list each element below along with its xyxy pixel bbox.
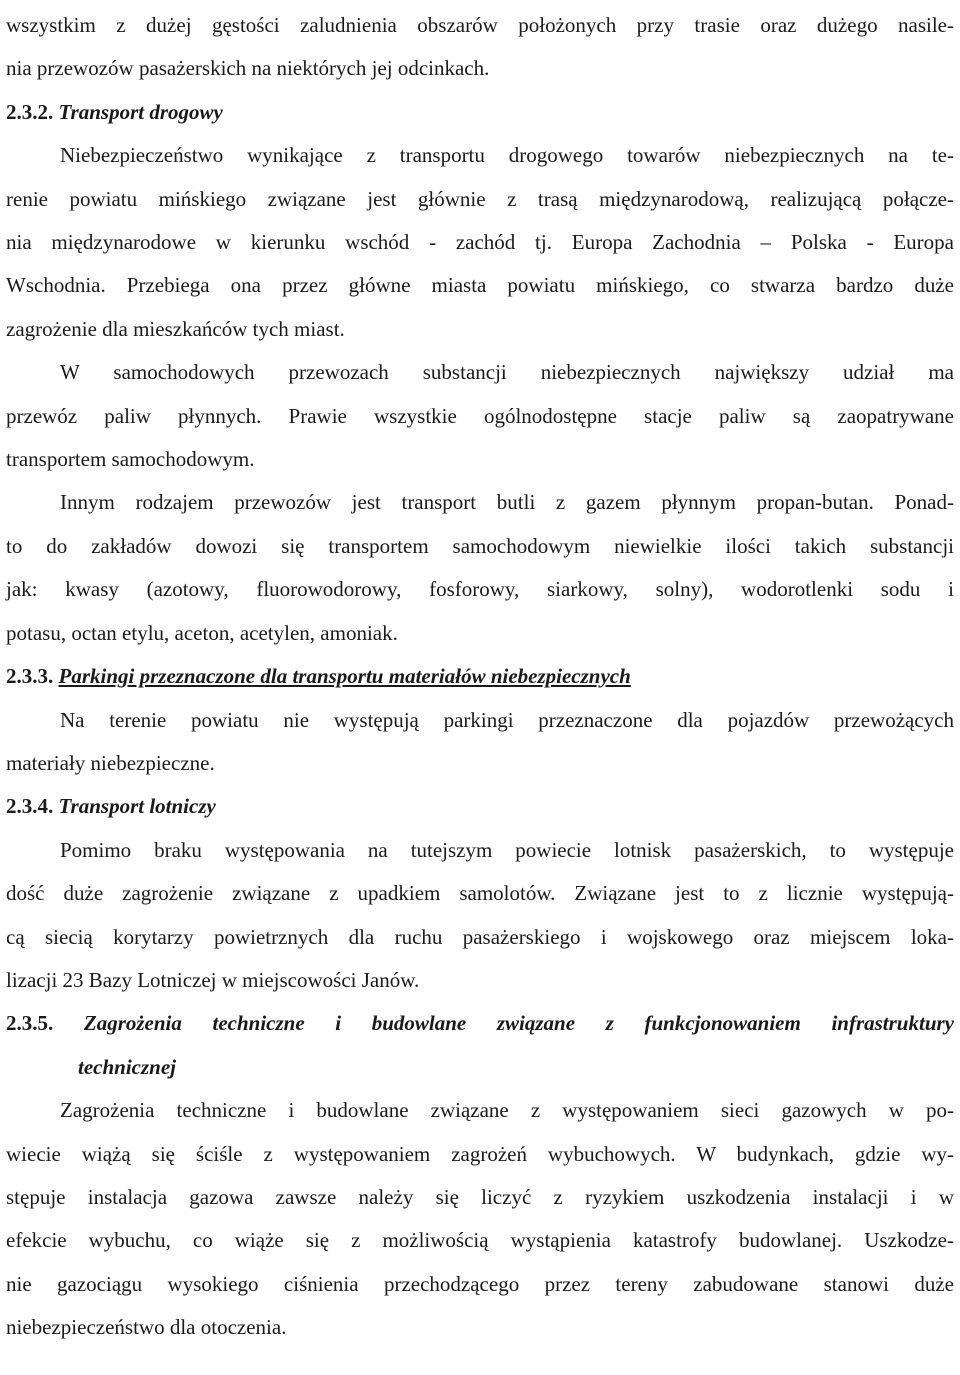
- section-heading-2-3-5-continued: [6, 1046, 954, 1089]
- paragraph-line: Niebezpieczeństwo wynikające z transportu drogowego towarów niebezpiecznych na te-: [60, 143, 954, 168]
- paragraph-line: przewóz paliw płynnych. Prawie wszystkie ogólnodostępne stacje paliw są zaopatrywane: [6, 403, 954, 428]
- section-heading-2-3-4: [6, 785, 954, 828]
- paragraph-line: Innym rodzajem przewozów jest transport butli z gazem płynnym propan-butan. Ponad-: [60, 490, 954, 515]
- paragraph-line: Na terenie powiatu nie występują parkingi przeznaczone dla pojazdów przewożących: [60, 707, 954, 732]
- paragraph-line: wiecie wiążą się ściśle z występowaniem zagrożeń wybuchowych. W budynkach, gdzie wy-: [6, 1141, 954, 1166]
- section-heading-2-3-3: [6, 655, 954, 698]
- section-number: 2.3.3.: [6, 664, 54, 689]
- paragraph-line: W samochodowych przewozach substancji niebezpiecznych największy udział ma: [60, 360, 954, 385]
- paragraph-line: renie powiatu mińskiego związane jest głównie z trasą międzynarodową, realizującą połącze-: [6, 186, 954, 211]
- section-heading-2-3-2: [6, 91, 954, 134]
- paragraph-line: efekcie wybuchu, co wiąże się z możliwością wystąpienia katastrofy budowlanej. Uszkodze-: [6, 1228, 954, 1253]
- section-number: 2.3.4.: [6, 794, 54, 819]
- paragraph-line: to do zakładów dowozi się transportem samochodowym niewielkie ilości takich substancji: [6, 533, 954, 558]
- paragraph-line: nia międzynarodowe w kierunku wschód - zachód tj. Europa Zachodnia – Polska - Europa: [6, 230, 954, 255]
- section-title-line-1: Zagrożenia techniczne i budowlane związane z funkcjonowaniem infrastruktury: [83, 1011, 954, 1036]
- intro-line-2: nia przewozów pasażerskich na niektórych jej odcinkach.: [6, 56, 490, 81]
- intro-line-1: wszystkim z dużej gęstości zaludnienia obszarów położonych przy trasie oraz dużego nasile-: [6, 13, 954, 37]
- paragraph-line: stępuje instalacja gazowa zawsze należy się liczyć z ryzykiem uszkodzenia instalacji i w: [6, 1184, 954, 1209]
- section-title-line-2: technicznej: [78, 1054, 176, 1079]
- section-number: 2.3.2.: [6, 99, 54, 124]
- paragraph-line: potasu, octan etylu, aceton, acetylen, amoniak.: [6, 620, 398, 645]
- paragraph-line: dość duże zagrożenie związane z upadkiem samolotów. Związane jest to z licznie występują-: [6, 881, 954, 906]
- paragraph-line: lizacji 23 Bazy Lotniczej w miejscowości Janów.: [6, 967, 420, 992]
- paragraph-line: materiały niebezpieczne.: [6, 750, 215, 775]
- paragraph-line: Wschodnia. Przebiega ona przez główne miasta powiatu mińskiego, co stwarza bardzo duże: [6, 273, 954, 298]
- paragraph-line: Pomimo braku występowania na tutejszym powiecie lotnisk pasażerskich, to występuje: [60, 837, 954, 862]
- section-number: 2.3.5.: [6, 1011, 54, 1036]
- section-title: Transport lotniczy: [58, 794, 216, 819]
- section-heading-2-3-5: [6, 1002, 954, 1045]
- paragraph-line: nie gazociągu wysokiego ciśnienia przechodzącego przez tereny zabudowane stanowi duże: [6, 1271, 954, 1296]
- paragraph-line: niebezpieczeństwo dla otoczenia.: [6, 1315, 287, 1340]
- section-title: Parkingi przeznaczone dla transportu materiałów niebezpiecznych: [58, 664, 631, 689]
- section-title: Transport drogowy: [58, 99, 223, 124]
- paragraph-line: cą siecią korytarzy powietrznych dla ruchu pasażerskiego i wojskowego oraz miejscem loka-: [6, 924, 954, 949]
- paragraph-line: zagrożenie dla mieszkańców tych miast.: [6, 316, 345, 341]
- document-page: [6, 4, 954, 1350]
- paragraph-line: jak: kwasy (azotowy, fluorowodorowy, fosforowy, siarkowy, solny), wodorotlenki sodu i: [6, 577, 954, 602]
- paragraph-line: transportem samochodowym.: [6, 447, 255, 472]
- paragraph-line: Zagrożenia techniczne i budowlane związane z występowaniem sieci gazowych w po-: [60, 1098, 954, 1123]
